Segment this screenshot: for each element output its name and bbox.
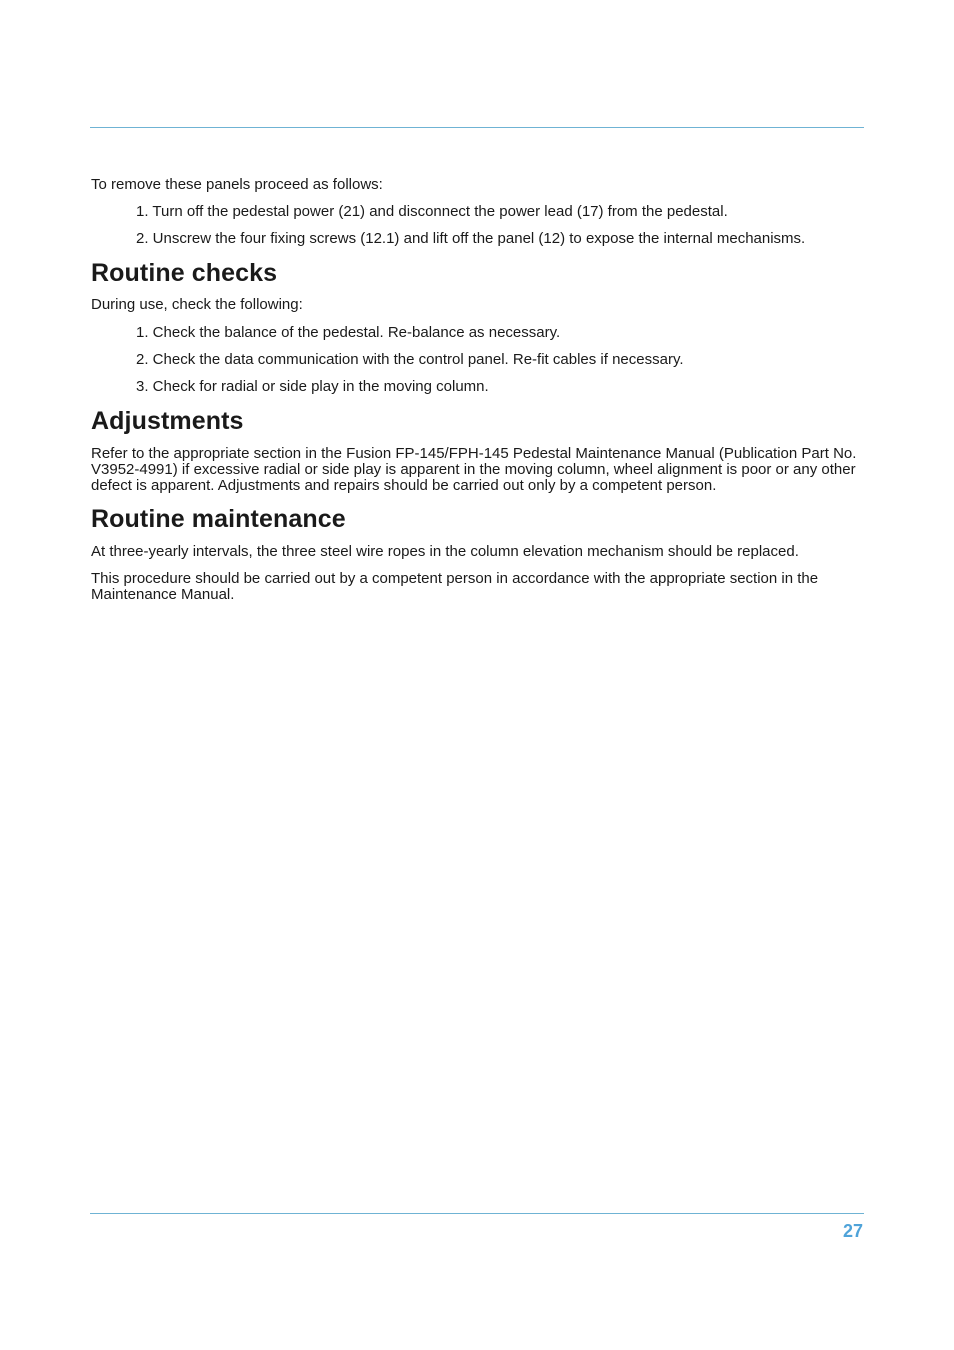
removal-steps-list bbox=[91, 204, 863, 247]
maintenance-paragraph: At three-yearly intervals, the three steel wire ropes in the column elevation mechanism should be replaced. bbox=[91, 543, 799, 560]
list-item: 1. Check the balance of the pedestal. Re-balance as necessary. bbox=[136, 324, 561, 341]
list-item: 2. Check the data communication with the control panel. Re-fit cables if necessary. bbox=[136, 351, 684, 368]
routine-maintenance-heading: Routine maintenance bbox=[91, 505, 346, 533]
routine-checks-intro: During use, check the following: bbox=[91, 296, 303, 313]
page-content bbox=[91, 177, 863, 603]
routine-checks-heading: Routine checks bbox=[91, 259, 278, 287]
maintenance-paragraph: This procedure should be carried out by a competent person in accordance with the appropriate section in the Maintenance Manual. bbox=[91, 570, 819, 603]
list-item: 1. Turn off the pedestal power (21) and disconnect the power lead (17) from the pedestal. bbox=[136, 203, 728, 220]
header-rule bbox=[90, 127, 864, 128]
adjustments-paragraph: Refer to the appropriate section in the Fusion FP-145/FPH-145 Pedestal Maintenance Manual (Publication Part No. V3952-4991) if excessive radial or side play is apparent in the moving column, wheel alignment is poor or any other defect is apparent. Adjustments and repairs should be carried out only by a competent person. bbox=[91, 445, 857, 494]
removal-intro: To remove these panels proceed as follows: bbox=[91, 176, 383, 193]
list-item: 3. Check for radial or side play in the moving column. bbox=[136, 378, 489, 395]
routine-checks-list bbox=[91, 325, 863, 395]
list-item: 2. Unscrew the four fixing screws (12.1) and lift off the panel (12) to expose the internal mechanisms. bbox=[136, 230, 806, 247]
page-number: 27 bbox=[842, 1221, 863, 1241]
footer-rule bbox=[90, 1213, 864, 1214]
adjustments-heading: Adjustments bbox=[91, 407, 244, 435]
